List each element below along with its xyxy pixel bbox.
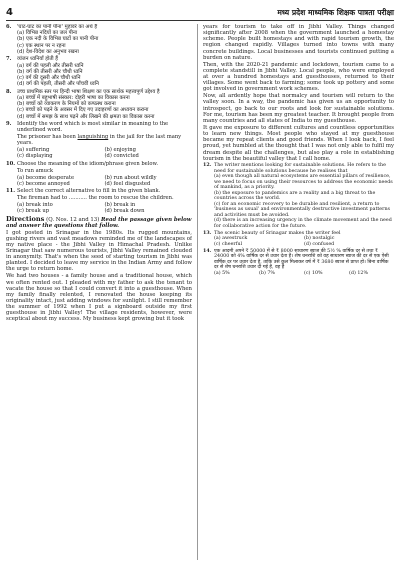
option-d[interactable]: (d) देश-विदेश का अनुभव रखना: [17, 48, 79, 55]
page-number: 4: [6, 7, 13, 18]
passage-paragraph: It gave me exposure to different cultures and countless opportunities to learn new things. Most people who stayed at my guesthouse became my repeat clients and good friends. When I look back, I feel proud, yet humbled at the thought that I was not only able to fulfil my dream despite all the challenges, but also play a role in establishing tourism in the beautiful valley that I call home.: [203, 124, 394, 162]
question-12: [203, 163, 394, 229]
question-10: [6, 161, 192, 187]
question-text: Select the correct alternative to fill in the given blank.: [17, 188, 161, 195]
option-a[interactable]: (a) awestruck: [214, 236, 248, 242]
option-a[interactable]: (a) 5%: [214, 270, 230, 276]
option-c[interactable]: (c) cheerful: [214, 241, 243, 247]
page-header: [6, 4, 394, 18]
option-a[interactable]: (a) break into: [17, 202, 53, 208]
question-text: उच्च प्राथमिक स्तर पर हिन्दी भाषा शिक्षण का एक सार्थक महत्त्वपूर्ण उद्देश्य है: [17, 88, 160, 95]
option-d[interactable]: (d) 12%: [349, 270, 369, 276]
question-number: 9.: [6, 121, 12, 128]
passage-paragraph: I got posted in Srinagar in the 1980s. Its rugged mountains, gushing rivers and vast meadows reminded me of the landscapes of my native place - the Jibhi Valley in Himachal Pradesh. Unlike Srinagar that saw numerous tourists, Jibhi Valley remained clouded in anonymity. That's when the seed of starting tourism in Jibhi was planted. I decided to leave my service in the Indian Army and follow the urge to return home.: [6, 229, 192, 273]
question-text: The writer mentions looking for sustainable solutions. He refers to the need for sustainable solutions because he realises that: [214, 163, 386, 174]
option-c[interactable]: (c) एक स्थान पर न रहना: [17, 42, 66, 49]
passage-paragraph: Then, with the 2020-21 pandemic and lockdown, tourism came to a complete standstill in Jibhi Valley. Local people, who were employed at over a hundred homestays and guesthouses, returned to their villages. Some went back to farming; some took up pottery and some got involved in government work schemes.: [203, 61, 394, 93]
right-column: [203, 24, 394, 562]
option-d[interactable]: (d) break down: [104, 208, 145, 215]
option-c[interactable]: (c) displaying: [17, 153, 53, 160]
option-b[interactable]: (b) बच्चों को व्याकरण के नियमों को कण्ठस्थ कराना: [17, 101, 116, 108]
directions: [6, 216, 192, 230]
directions-range: (Q. Nos. 12 and 13): [46, 216, 100, 223]
option-d[interactable]: (d) बच्चों में समझ के साथ पढ़ने और लिखने की क्षमता का विकास करना: [17, 113, 155, 120]
option-a[interactable]: (a) विभिन्न नदियों का जल पीना: [17, 30, 78, 37]
passage-right: [203, 24, 394, 162]
underlined-word: languishing: [77, 134, 109, 141]
option-a[interactable]: (a) बच्चों में बहुभाषी संस्कार: दोहरी भाषा का विकास करना: [17, 95, 130, 102]
option-b[interactable]: (b) एक नदी के विभिन्न घाटों का पानी पीना: [17, 36, 99, 43]
passage-paragraph: Now, all ardently hope that normalcy and tourism will return to the valley soon. In a way, the pandemic has given us an opportunity to introspect, go back to our roots and look for sustainable solutions. For me, tourism has been my greatest teacher. It brought people from many countries and all states of India to my guesthouse.: [203, 93, 394, 124]
question-7: [6, 56, 192, 87]
option-c[interactable]: (c) become annoyed: [17, 180, 70, 187]
option-c[interactable]: (c) for an economic recovery to be durable and resilient, a return to 'business as usual' and environmentally destructive investment patterns and activities must be avoided.: [214, 201, 390, 218]
question-13: [203, 231, 394, 248]
passage-paragraph: years for tourism to take off in Jibhi Valley. Things changed significantly after 2008 when the government launched a homestay scheme. People built homestays and with rapid tourism growth, the region changed rapidly. Villages turned into towns with many concrete buildings. Local businesses and tourists continued putting a burden on nature.: [203, 24, 394, 61]
question-sentence: [6, 134, 192, 146]
question-9: [6, 121, 192, 159]
option-c[interactable]: (c) बच्चों को पढ़ने के अवसर में दिए गए उदाहरणों का अध्ययन कराना: [17, 107, 149, 114]
question-number: 8.: [6, 88, 12, 95]
option-c[interactable]: (c) वर्ग की दूसरी और चौथी ध्वनि: [17, 75, 81, 82]
question-14: [203, 249, 394, 277]
option-b[interactable]: (b) वर्ग की तीसरी और चौथी ध्वनि: [17, 68, 83, 75]
option-b[interactable]: (b) nostalgic: [304, 236, 335, 242]
question-number: 7.: [6, 56, 12, 63]
question-text: The scenic beauty of Srinagar makes the writer feel: [214, 230, 341, 236]
option-b[interactable]: (b) the exposure to pandemics are a reality and a big threat to the countries across the world.: [214, 190, 376, 202]
option-b[interactable]: (b) 7%: [259, 270, 275, 276]
question-text: Identify the word which is most similar in meaning to the underlined word.: [17, 121, 169, 134]
question-6: [6, 24, 192, 55]
directions-label: Directions: [6, 214, 45, 223]
question-number: 13.: [203, 229, 212, 236]
option-a[interactable]: (a) suffering: [17, 147, 50, 154]
option-d[interactable]: (d) feel disgusted: [104, 180, 151, 187]
header-rule: [6, 20, 394, 21]
idiom-text: To run amuck: [17, 167, 54, 174]
option-d[interactable]: (d) there is an increasing urgency in the climate movement and the need for collaborative action for the future.: [214, 218, 392, 229]
option-a[interactable]: (a) become desperate: [17, 174, 75, 181]
question-text: 'घाट-घाट का पानी पीना' मुहावरे का अर्थ है: [17, 24, 98, 30]
column-divider: [197, 24, 198, 560]
option-b[interactable]: (b) break in: [104, 202, 136, 208]
sentence-end: in the jail for the last many years.: [17, 134, 182, 147]
question-number: 10.: [6, 161, 16, 168]
blank-sentence: The fireman had to ........... the room to rescue the children.: [17, 195, 174, 202]
question-number: 11.: [6, 188, 16, 195]
passage-paragraph: We had two houses - a family house and a traditional house, which we often rented out. I pleaded with my father to ask the tenant to vacate the house so that I could convert it into a guesthouse. When my family finally relented, I renovated the house keeping its originality intact, just adding windows for sunlight. I still remember the summer of 1992 when I put a signboard outside my first guesthouse in Jibhi Valley! The village residents, however, were sceptical about my success. My business kept growing but it took: [6, 273, 192, 323]
question-number: 6.: [6, 24, 12, 30]
option-a[interactable]: (a) वर्ग की पहली और तीसरी ध्वनि: [17, 62, 84, 69]
question-number: 14.: [203, 247, 212, 254]
question-text: व्यंजन ध्वनियाँ होती हैं: [17, 56, 59, 63]
directions-text: Read the passage given below and answer the questions that follow.: [6, 216, 192, 230]
left-column: [6, 24, 192, 562]
question-11: [6, 188, 192, 214]
option-a[interactable]: (a) even though all natural ecosystems are essential pillars of resilience, we need to focus on using their resources to address the economic needs of mankind, as a priority.: [214, 174, 393, 191]
option-b[interactable]: (b) enjoying: [104, 147, 136, 154]
option-d[interactable]: (d) वर्ग की पहली, तीसरी और पाँचवीं ध्वनि: [17, 81, 99, 88]
question-number: 12.: [203, 162, 212, 169]
option-d[interactable]: (d) convicted: [104, 153, 139, 160]
option-b[interactable]: (b) run about wildly: [104, 174, 157, 181]
option-c[interactable]: (c) break up: [17, 208, 50, 215]
question-8: [6, 89, 192, 120]
sentence-start: The prisoner has been: [17, 134, 78, 141]
option-d[interactable]: (d) confused: [304, 241, 335, 247]
passage-left: [6, 230, 192, 323]
page-title: मध्य प्रदेश माध्यमिक शिक्षक पात्रता परीक्षा: [277, 8, 394, 17]
question-text: Choose the meaning of the idiom/phrase given below.: [17, 161, 158, 168]
option-c[interactable]: (c) 10%: [304, 270, 323, 276]
question-text: एक आदमी अपने ₹ 50000 में से ₹ 8000 साधारण ब्याज की 5½ % वार्षिक दर से तथा ₹ 24000 को 4% वार्षिक दर से उधार देता है। शेष धनराशि को वह साधारण ब्याज की दर से एक ऐसी वार्षिक दर पर उधार देता है, ताकि उसे कुल मिलाकर वर्ष में ₹ 3680 ब्याज से प्राप्त हो। बिना वार्षिक दर से शेष धनराशि उधार दी गई है, वह है: [214, 248, 389, 271]
